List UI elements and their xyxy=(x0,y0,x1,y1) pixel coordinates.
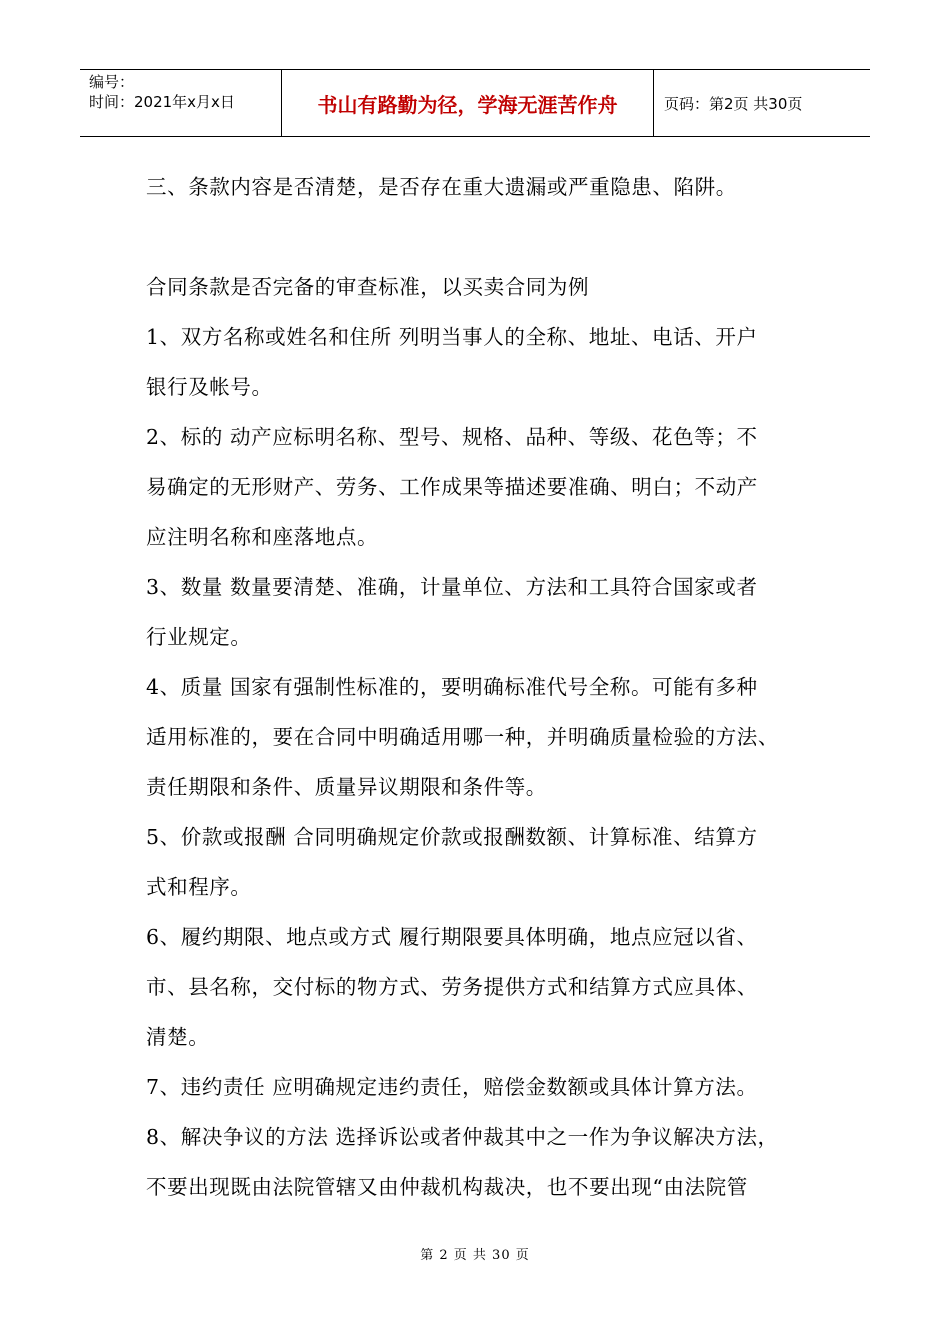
body-line: 式和程序。 xyxy=(146,875,252,899)
body-line: 7、违约责任 应明确规定违约责任，赔偿金数额或具体计算方法。 xyxy=(146,1075,758,1099)
body-line: 行业规定。 xyxy=(146,625,252,649)
blank-line xyxy=(146,212,826,262)
page-header xyxy=(80,69,870,137)
body-line: 适用标准的，要在合同中明确适用哪一种，并明确质量检验的方法、 xyxy=(146,725,779,749)
body-line: 银行及帐号。 xyxy=(146,375,273,399)
body-line: 责任期限和条件、质量异议期限和条件等。 xyxy=(146,775,547,799)
body-line: 不要出现既由法院管辖又由仲裁机构裁决，也不要出现“由法院管 xyxy=(146,1175,748,1199)
header-motto: 书山有路勤为径，学海无涯苦作舟 xyxy=(282,70,654,136)
body-line: 易确定的无形财产、劳务、工作成果等描述要准确、明白；不动产 xyxy=(146,475,758,499)
body-line: 市、县名称，交付标的物方式、劳务提供方式和结算方式应具体、 xyxy=(146,975,758,999)
document-body xyxy=(146,162,826,1212)
body-line: 三、条款内容是否清楚，是否存在重大遗漏或严重隐患、陷阱。 xyxy=(146,175,737,199)
body-line: 应注明名称和座落地点。 xyxy=(146,525,379,549)
page-footer: 第 2 页 共 30 页 xyxy=(420,1248,530,1263)
body-line: 3、数量 数量要清楚、准确，计量单位、方法和工具符合国家或者 xyxy=(146,575,758,599)
body-line: 2、标的 动产应标明名称、型号、规格、品种、等级、花色等；不 xyxy=(146,425,758,449)
body-line: 4、质量 国家有强制性标准的，要明确标准代号全称。可能有多种 xyxy=(146,675,758,699)
header-page-info: 页码：第2页 共30页 xyxy=(664,94,803,113)
document-number-label: 编号： xyxy=(89,73,135,91)
body-line: 1、双方名称或姓名和住所 列明当事人的全称、地址、电话、开户 xyxy=(146,325,758,349)
body-line: 5、价款或报酬 合同明确规定价款或报酬数额、计算标准、结算方 xyxy=(146,825,758,849)
body-line: 清楚。 xyxy=(146,1025,210,1049)
document-time-label: 时间：2021年x月x日 xyxy=(89,93,235,111)
body-line: 合同条款是否完备的审查标准，以买卖合同为例 xyxy=(146,275,590,299)
body-line: 6、履约期限、地点或方式 履行期限要具体明确，地点应冠以省、 xyxy=(146,925,758,949)
body-line: 8、解决争议的方法 选择诉讼或者仲裁其中之一作为争议解决方法， xyxy=(146,1125,779,1149)
header-meta xyxy=(80,70,282,136)
